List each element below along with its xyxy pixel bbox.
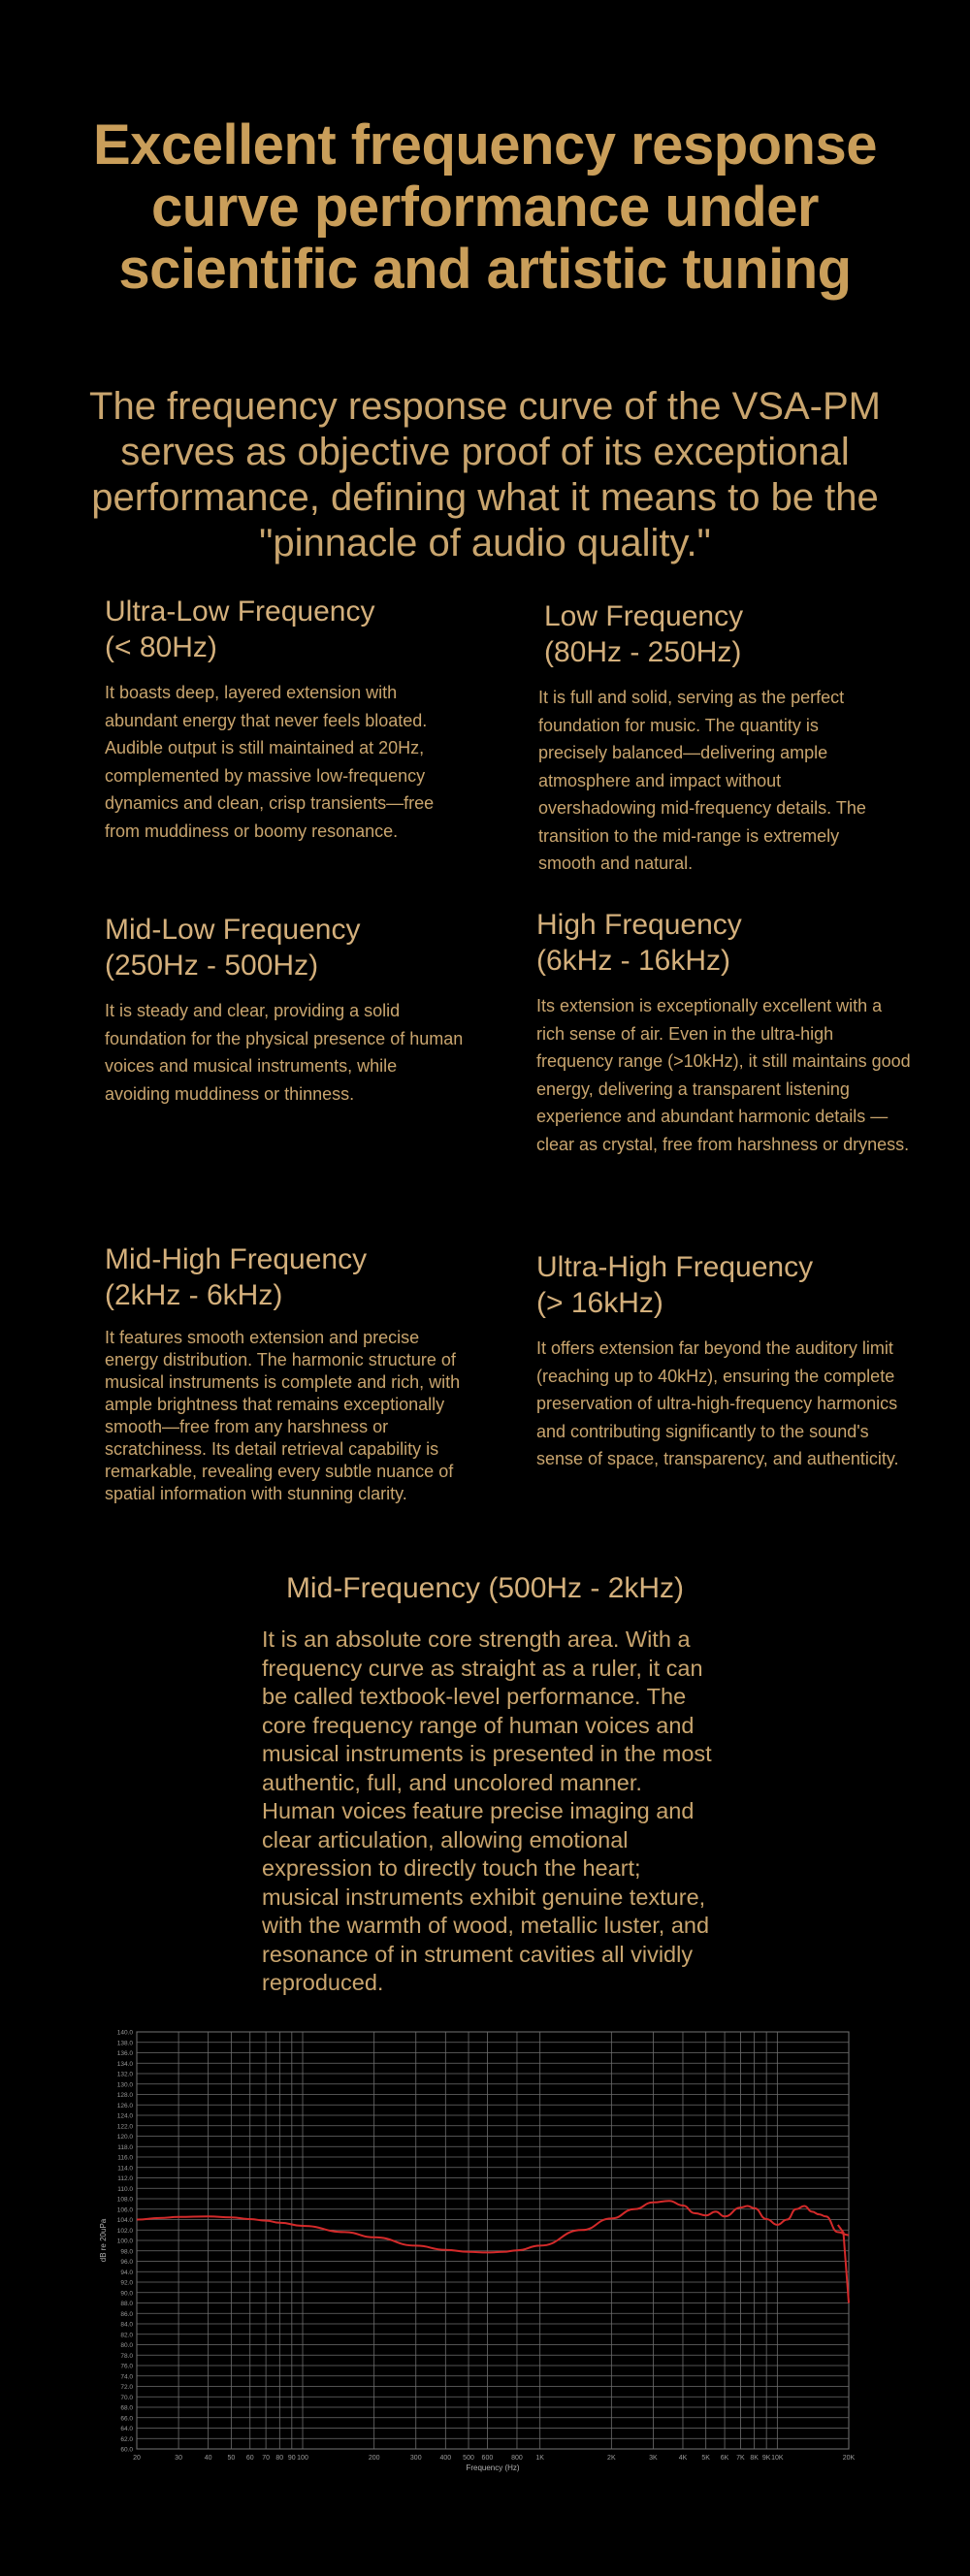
- y-tick-label: 110.0: [117, 2185, 133, 2193]
- mid-high-title-line2: (2kHz - 6kHz): [105, 1279, 283, 1311]
- y-tick-label: 112.0: [117, 2175, 133, 2182]
- subheading-line: serves as objective proof of its exceptional: [120, 431, 850, 473]
- mid-low-text: It is steady and clear, providing a solid foundation for the physical presence of human voices and musical instruments, while avoiding muddiness or thinness.: [105, 1001, 464, 1104]
- y-tick-label: 130.0: [116, 2081, 133, 2089]
- x-tick-label: 10K: [771, 2455, 784, 2462]
- x-tick-label: 6K: [720, 2455, 729, 2462]
- subheading-line: "pinnacle of audio quality.": [259, 522, 711, 564]
- y-tick-label: 134.0: [116, 2060, 133, 2068]
- ultra-low-text: It boasts deep, layered extension with abundant energy that never feels bloated. Audible output is still maintained at 20Hz, complemented by massive low-frequency dynamics and clean, crisp transients—free from muddiness or boomy resonance.: [105, 683, 435, 841]
- x-axis-label: Frequency (Hz): [466, 2463, 520, 2472]
- ultra-high-title: [536, 1249, 915, 1321]
- mid-low-title: [105, 912, 464, 983]
- ultra-high-title-line1: Ultra-High Frequency: [536, 1251, 814, 1283]
- y-tick-label: 136.0: [116, 2050, 133, 2057]
- ultra-high-title-line2: (> 16kHz): [536, 1287, 663, 1319]
- ultra-low-title: [105, 594, 464, 665]
- headline-line: Excellent frequency response: [93, 113, 877, 177]
- y-tick-label: 98.0: [120, 2248, 133, 2256]
- y-tick-label: 86.0: [120, 2310, 133, 2318]
- y-tick-label: 100.0: [116, 2238, 133, 2245]
- y-tick-label: 124.0: [116, 2112, 133, 2120]
- x-tick-label: 4K: [678, 2455, 688, 2462]
- low-title: [538, 598, 873, 670]
- y-tick-label: 102.0: [116, 2227, 133, 2235]
- mid-high-title-line1: Mid-High Frequency: [105, 1243, 368, 1275]
- y-tick-label: 94.0: [120, 2269, 133, 2276]
- x-tick-label: 500: [463, 2455, 474, 2462]
- x-tick-label: 2K: [607, 2455, 616, 2462]
- high-title-line2: (6kHz - 16kHz): [536, 945, 731, 977]
- x-tick-label: 60: [245, 2455, 254, 2462]
- mid-high-card: [105, 1241, 464, 1505]
- mid-low-title-line2: (250Hz - 500Hz): [105, 950, 319, 982]
- headline-line: scientific and artistic tuning: [118, 238, 852, 301]
- ultra-low-title-line1: Ultra-Low Frequency: [105, 596, 375, 628]
- mid-text: It is an absolute core strength area. With a frequency curve as straight as a ruler, it can be called textbook-level performance. The core frequency range of human voices and musical instruments is presented in the most authentic, full, and uncolored manner. Human voices feature precise imaging and clear articulation, allowing emotional expression to directly touch the heart; musical instruments exhibit genuine texture, with the warmth of wood, metallic luster, and resonance of in strument cavities all vividly reproduced.: [262, 1626, 712, 1995]
- y-tick-label: 84.0: [120, 2321, 133, 2329]
- frequency-response-chart: [82, 2012, 888, 2478]
- x-tick-label: 90: [287, 2455, 296, 2462]
- low-card: [538, 598, 873, 878]
- x-tick-label: 7K: [736, 2455, 745, 2462]
- y-tick-label: 116.0: [117, 2154, 133, 2162]
- x-tick-label: 40: [204, 2455, 212, 2462]
- high-title-line1: High Frequency: [536, 909, 742, 941]
- y-tick-label: 64.0: [120, 2426, 133, 2432]
- y-tick-label: 108.0: [116, 2196, 133, 2204]
- y-tick-label: 104.0: [116, 2217, 133, 2224]
- subheading-line: performance, defining what it means to be the: [91, 476, 879, 519]
- mid-low-card: [105, 912, 464, 1108]
- x-tick-label: 600: [481, 2455, 494, 2462]
- ultra-high-card: [536, 1249, 915, 1473]
- y-tick-label: 90.0: [120, 2290, 133, 2298]
- y-tick-label: 72.0: [120, 2384, 133, 2391]
- y-tick-label: 114.0: [117, 2165, 133, 2173]
- y-tick-label: 82.0: [120, 2332, 133, 2339]
- x-tick-label: 800: [511, 2455, 523, 2462]
- y-tick-label: 118.0: [117, 2143, 133, 2151]
- ultra-high-text: It offers extension far beyond the auditory limit (reaching up to 40kHz), ensuring the complete preservation of ultra-high-frequency harmonics and contributing significantly to the sound's sense of space, transparency, and authenticity.: [536, 1338, 899, 1468]
- y-tick-label: 80.0: [120, 2342, 133, 2349]
- y-tick-label: 66.0: [120, 2415, 133, 2423]
- headline-line: curve performance under: [151, 176, 819, 239]
- headline: [39, 114, 931, 301]
- x-tick-label: 50: [227, 2455, 236, 2462]
- y-tick-label: 92.0: [120, 2279, 133, 2287]
- x-tick-label: 3K: [649, 2455, 658, 2462]
- y-tick-label: 78.0: [120, 2352, 133, 2360]
- low-text: It is full and solid, serving as the perfect foundation for music. The quantity is precisely balanced—delivering ample atmosphere and impact without overshadowing mid-frequency details. The transition to the mid-range is extremely smooth and natural.: [538, 688, 866, 873]
- y-tick-label: 68.0: [120, 2404, 133, 2412]
- mid-title: Mid-Frequency (500Hz - 2kHz): [285, 1572, 685, 1604]
- mid-card: [252, 1569, 718, 1998]
- x-tick-label: 1K: [535, 2455, 544, 2462]
- x-tick-label: 20: [133, 2455, 141, 2462]
- y-tick-label: 96.0: [120, 2259, 133, 2266]
- y-tick-label: 120.0: [116, 2134, 133, 2141]
- y-tick-label: 76.0: [120, 2363, 133, 2370]
- mid-low-title-line1: Mid-Low Frequency: [105, 914, 361, 946]
- high-card: [536, 907, 915, 1158]
- mid-high-text: It features smooth extension and precise energy distribution. The harmonic structure of musical instruments is complete and rich, with ample brightness that remains exceptionally smooth—free from any harshness or scratchiness. Its detail retrieval capability is remarkable, revealing every subtle nuance of spatial information with stunning clarity.: [105, 1328, 461, 1503]
- x-tick-label: 30: [175, 2455, 182, 2462]
- y-tick-label: 122.0: [116, 2123, 133, 2131]
- ultra-low-card: [105, 594, 464, 845]
- y-tick-label: 62.0: [120, 2435, 133, 2443]
- x-tick-label: 100: [297, 2455, 308, 2462]
- x-tick-label: 300: [409, 2455, 422, 2462]
- y-tick-label: 128.0: [116, 2092, 133, 2099]
- mid-high-title: [105, 1241, 464, 1313]
- y-tick-label: 70.0: [120, 2394, 133, 2401]
- y-tick-label: 132.0: [116, 2071, 133, 2078]
- subheading: [48, 384, 922, 566]
- low-title-line2: (80Hz - 250Hz): [544, 636, 742, 668]
- ultra-low-title-line2: (< 80Hz): [105, 631, 217, 663]
- y-axis-label: dB re 20uPa: [99, 2218, 108, 2263]
- high-title: [536, 907, 915, 979]
- y-tick-label: 138.0: [116, 2040, 133, 2047]
- high-text: Its extension is exceptionally excellent with a rich sense of air. Even in the ultra-high frequency range (>10kHz), it still maintains good energy, delivering a transparent listening experience and abundant harmonic details —clear as crystal, free from harshness or dryness.: [536, 996, 911, 1154]
- low-title-line1: Low Frequency: [544, 600, 744, 632]
- x-tick-label: 400: [439, 2455, 452, 2462]
- y-tick-label: 106.0: [116, 2206, 133, 2214]
- x-tick-label: 5K: [701, 2455, 710, 2462]
- x-tick-label: 70: [262, 2455, 271, 2462]
- y-tick-label: 74.0: [120, 2373, 133, 2381]
- y-tick-label: 126.0: [116, 2102, 133, 2109]
- subheading-line: The frequency response curve of the VSA-PM: [89, 385, 881, 428]
- x-tick-label: 9K: [761, 2455, 771, 2462]
- y-tick-label: 88.0: [120, 2301, 133, 2307]
- x-tick-label: 200: [368, 2455, 380, 2462]
- x-tick-label: 20K: [842, 2455, 856, 2462]
- x-tick-label: 80: [275, 2455, 284, 2462]
- y-tick-label: 140.0: [116, 2029, 133, 2037]
- y-tick-label: 60.0: [120, 2446, 133, 2454]
- x-tick-label: 8K: [750, 2455, 759, 2462]
